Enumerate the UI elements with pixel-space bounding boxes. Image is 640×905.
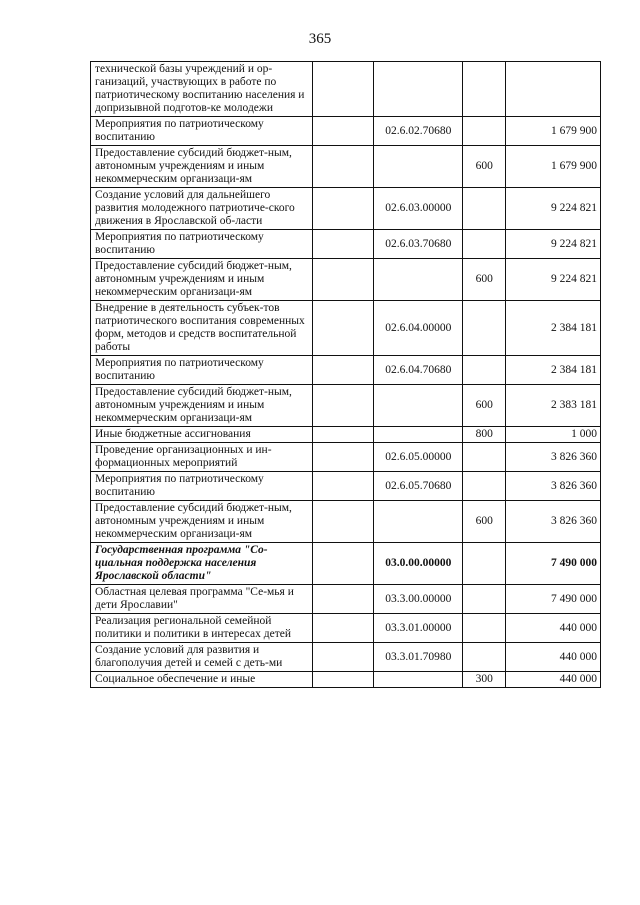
row-amount-cell: 7 490 000 [505,543,600,585]
row-code-cell: 02.6.04.00000 [373,301,462,356]
row-name-cell: Иные бюджетные ассигнования [91,427,313,443]
row-amount-cell: 3 826 360 [505,443,600,472]
table-row [91,585,601,614]
row-blank-cell [312,117,373,146]
row-code-cell [373,501,462,543]
row-name-cell: Мероприятия по патриотическому воспитанию [91,117,313,146]
row-code-cell: 02.6.03.70680 [373,230,462,259]
row-name-cell: Проведение организационных и ин-формационных мероприятий [91,443,313,472]
row-name-cell: Государственная программа "Со-циальная поддержка населения Ярославской области" [91,543,313,585]
row-code-cell: 03.3.01.00000 [373,614,462,643]
row-expense-type-cell [462,643,505,672]
row-code-cell [373,259,462,301]
table-row [91,385,601,427]
row-blank-cell [312,501,373,543]
row-amount-cell: 2 383 181 [505,385,600,427]
row-amount-cell: 3 826 360 [505,472,600,501]
row-amount-cell: 7 490 000 [505,585,600,614]
row-blank-cell [312,443,373,472]
row-amount-cell: 9 224 821 [505,259,600,301]
row-expense-type-cell [462,614,505,643]
row-code-cell [373,385,462,427]
row-code-cell [373,672,462,688]
row-amount-cell: 440 000 [505,672,600,688]
row-expense-type-cell: 800 [462,427,505,443]
row-expense-type-cell [462,443,505,472]
row-code-cell: 02.6.05.00000 [373,443,462,472]
row-blank-cell [312,356,373,385]
row-blank-cell [312,188,373,230]
budget-table-body [91,62,601,688]
row-amount-cell: 1 679 900 [505,117,600,146]
row-blank-cell [312,427,373,443]
row-name-cell: Создание условий для дальнейшего развития молодежного патриотиче-ского движения в Ярославской об-ласти [91,188,313,230]
row-blank-cell [312,472,373,501]
row-blank-cell [312,146,373,188]
row-name-cell: Областная целевая программа "Се-мья и дети Ярославии" [91,585,313,614]
row-blank-cell [312,643,373,672]
table-row [91,427,601,443]
row-amount-cell: 9 224 821 [505,188,600,230]
row-name-cell: Предоставление субсидий бюджет-ным, автономным учреждениям и иным некоммерческим организаци-ям [91,146,313,188]
row-expense-type-cell: 600 [462,146,505,188]
row-blank-cell [312,259,373,301]
row-expense-type-cell [462,543,505,585]
row-amount-cell [505,62,600,117]
row-expense-type-cell [462,62,505,117]
row-expense-type-cell: 300 [462,672,505,688]
row-amount-cell: 440 000 [505,643,600,672]
row-name-cell: Мероприятия по патриотическому воспитанию [91,472,313,501]
row-blank-cell [312,385,373,427]
row-blank-cell [312,614,373,643]
table-row [91,259,601,301]
table-row [91,472,601,501]
row-amount-cell: 9 224 821 [505,230,600,259]
table-row [91,356,601,385]
row-blank-cell [312,301,373,356]
row-expense-type-cell [462,356,505,385]
table-row [91,443,601,472]
row-name-cell: технической базы учреждений и ор-ганизаций, участвующих в работе по патриотическому воспитанию населения и допризывной подготов-ке молодежи [91,62,313,117]
row-code-cell: 03.3.00.00000 [373,585,462,614]
row-name-cell: Внедрение в деятельность субъек-тов патриотического воспитания современных форм, методов и средств воспитательной работы [91,301,313,356]
table-row [91,62,601,117]
row-expense-type-cell [462,188,505,230]
row-name-cell: Социальное обеспечение и иные [91,672,313,688]
table-row [91,188,601,230]
table-row [91,301,601,356]
row-name-cell: Предоставление субсидий бюджет-ным, автономным учреждениям и иным некоммерческим организаци-ям [91,259,313,301]
row-blank-cell [312,585,373,614]
row-expense-type-cell: 600 [462,385,505,427]
row-amount-cell: 440 000 [505,614,600,643]
row-code-cell: 03.0.00.00000 [373,543,462,585]
row-amount-cell: 2 384 181 [505,301,600,356]
row-expense-type-cell [462,230,505,259]
row-expense-type-cell: 600 [462,259,505,301]
row-code-cell [373,62,462,117]
row-name-cell: Предоставление субсидий бюджет-ным, автономным учреждениям и иным некоммерческим организаци-ям [91,385,313,427]
row-amount-cell: 1 679 900 [505,146,600,188]
row-expense-type-cell [462,585,505,614]
row-blank-cell [312,230,373,259]
row-expense-type-cell: 600 [462,501,505,543]
row-amount-cell: 2 384 181 [505,356,600,385]
table-row [91,643,601,672]
row-blank-cell [312,672,373,688]
row-code-cell: 02.6.02.70680 [373,117,462,146]
row-expense-type-cell [462,117,505,146]
row-code-cell: 02.6.03.00000 [373,188,462,230]
row-code-cell: 02.6.04.70680 [373,356,462,385]
page-number: 365 [308,31,332,47]
row-blank-cell [312,62,373,117]
row-code-cell [373,427,462,443]
budget-table [90,61,601,688]
table-row [91,672,601,688]
row-name-cell: Мероприятия по патриотическому воспитанию [91,230,313,259]
table-row [91,230,601,259]
table-row [91,501,601,543]
table-row [91,117,601,146]
row-name-cell: Предоставление субсидий бюджет-ным, автономным учреждениям и иным некоммерческим организаци-ям [91,501,313,543]
table-row [91,146,601,188]
row-name-cell: Создание условий для развития и благополучия детей и семей с деть-ми [91,643,313,672]
row-expense-type-cell [462,301,505,356]
table-row [91,614,601,643]
row-expense-type-cell [462,472,505,501]
row-name-cell: Реализация региональной семейной политики и политики в интересах детей [91,614,313,643]
row-name-cell: Мероприятия по патриотическому воспитанию [91,356,313,385]
row-code-cell: 03.3.01.70980 [373,643,462,672]
row-amount-cell: 3 826 360 [505,501,600,543]
row-blank-cell [312,543,373,585]
row-code-cell [373,146,462,188]
row-code-cell: 02.6.05.70680 [373,472,462,501]
row-amount-cell: 1 000 [505,427,600,443]
table-row [91,543,601,585]
